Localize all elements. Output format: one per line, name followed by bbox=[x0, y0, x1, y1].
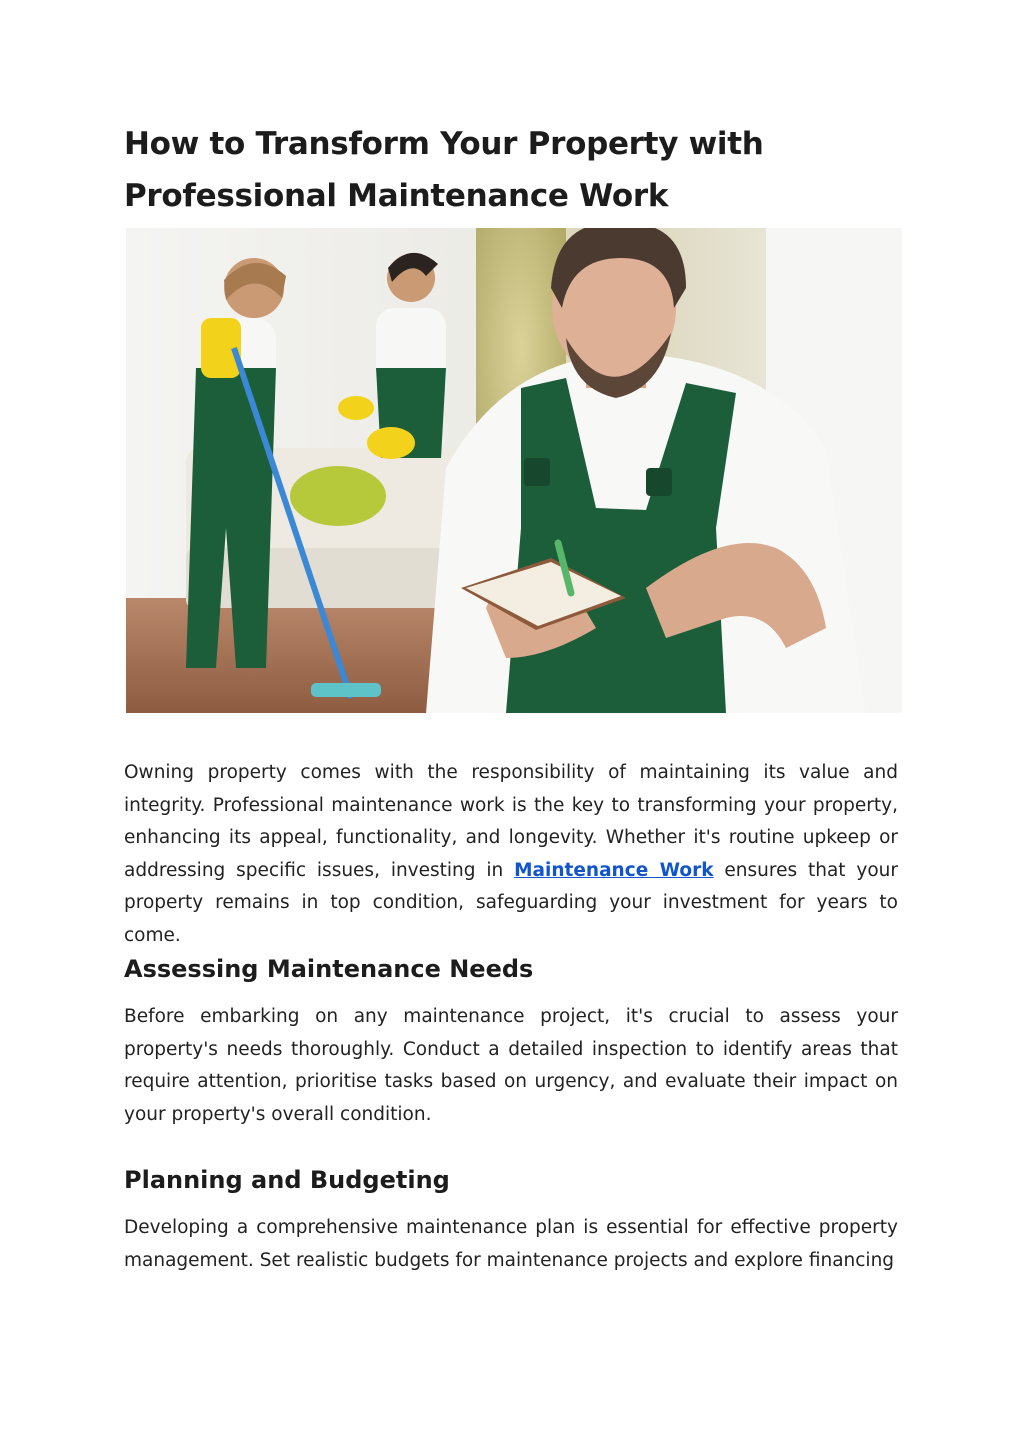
section-heading-planning: Planning and Budgeting bbox=[124, 1166, 450, 1194]
intro-paragraph bbox=[124, 757, 898, 952]
intro-text-before-link: Owning property comes with the responsibility of maintaining its value and integrity. Professional maintenance work is the key to transforming your property, enhancing its appeal, functionality, and longevity. Whether it's routine upkeep or addressing specific issues, investing in bbox=[124, 762, 898, 881]
maintenance-worker-photo-icon bbox=[126, 228, 902, 713]
hero-image bbox=[126, 228, 902, 713]
section-heading-assessing: Assessing Maintenance Needs bbox=[124, 955, 534, 983]
section-body-planning: Developing a comprehensive maintenance plan is essential for effective property management. Set realistic budgets for maintenance projects and explore financing bbox=[124, 1217, 898, 1271]
article-title: How to Transform Your Property with Professional Maintenance Work bbox=[124, 126, 764, 214]
maintenance-work-link[interactable]: Maintenance Work bbox=[514, 859, 714, 881]
section-body-assessing: Before embarking on any maintenance project, it's crucial to assess your property's needs thoroughly. Conduct a detailed inspection to identify areas that require attention, prioritise tasks based on urgency, and evaluate their impact on your property's overall condition. bbox=[124, 1006, 898, 1125]
intro-text-after-link: ensures that your property remains in top condition, safeguarding your investment for years to come. bbox=[124, 859, 899, 946]
